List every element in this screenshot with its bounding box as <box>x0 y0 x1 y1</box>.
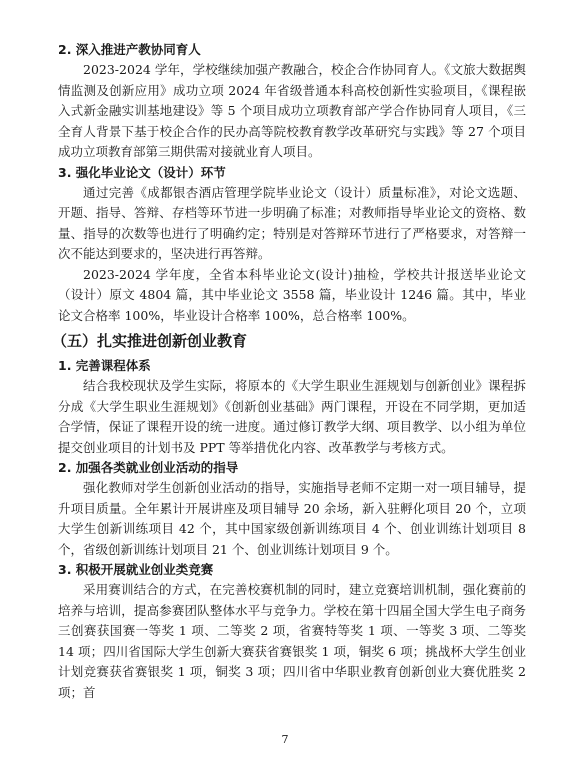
page-number: 7 <box>281 733 289 746</box>
paragraph-curriculum: 结合我校现状及学生实际，将原本的《大学生职业生涯规划与创新创业》课程拆分成《大学生职业生涯规划》《创新创业基础》两门课程，开设在不同学期，更加适合学情，保证了课程开设的统一进度。通过修订教学大纲、项目教学、以小组为单位提交创业项目的计划书及 PPT 等举措优化内容、改革教学与考核方式。 <box>58 378 526 455</box>
paragraph-industry-education: 2023-2024 学年，学校继续加强产教融合，校企合作协同育人。《文旅大数据舆情监测及创新应用》成功立项 2024 年省级普通本科高校创新性实验项目，《课程嵌入式新金融实训基地建设》等 5 个项目成功立项教育部产学合作协同育人项目，《三全育人背景下基于校企合作的民办高等院校教育教学改革研究与实践》等 27 个项目成功立项教育部第三期供需对接就业育人项目。 <box>58 62 526 159</box>
paragraph-guidance: 强化教师对学生创新创业活动的指导，实施指导老师不定期一对一项目辅导，提升项目质量。全年累计开展讲座及项目辅导 20 余场，新入驻孵化项目 20 个，立项大学生创新训练项目 42 个，其中国家级创新训练项目 4 个、创业训练计划项目 8 个，省级创新训练计划项目 21 个、创业训练计划项目 9 个。 <box>58 480 526 557</box>
paragraph-thesis-standards: 通过完善《成都银杏酒店管理学院毕业论文（设计）质量标准》，对论文选题、开题、指导、答辩、存档等环节进一步明确了标准；对教师指导毕业论文的资格、数量、指导的次数等也进行了明确约定；特别是对答辩环节进行了严格要求，对答辩一次不能达到要求的，坚决进行再答辩。 <box>58 184 526 261</box>
section-heading-competitions: 3. 积极开展就业创业类竞赛 <box>58 562 214 577</box>
section-heading-curriculum: 1. 完善课程体系 <box>58 358 151 373</box>
section-heading-thesis: 3. 强化毕业论文（设计）环节 <box>58 164 226 180</box>
section-heading-industry-education: 2. 深入推进产教协同育人 <box>58 42 201 57</box>
section-heading-guidance: 2. 加强各类就业创业活动的指导 <box>58 460 239 475</box>
paragraph-thesis-inspection: 2023-2024 学年度，全省本科毕业论文(设计)抽检，学校共计报送毕业论文（设计）原文 4804 篇，其中毕业论文 3558 篇，毕业设计 1246 篇。其中，毕业论文合格率 100%，毕业设计合格率 100%，总合格率 100%。 <box>58 266 526 323</box>
paragraph-competitions: 采用赛训结合的方式，在完善校赛机制的同时，建立竞赛培训机制，强化赛前的培养与培训，提高参赛团队整体水平与竞争力。学校在第十四届全国大学生电子商务三创赛获国赛一等奖 1 项、二等奖 2 项，省赛特等奖 1 项、一等奖 3 项、二等奖 14 项；四川省国际大学生创新大赛获省赛银奖 1 项，铜奖 6 项；挑战杯大学生创业计划竞赛获省赛银奖 1 项，铜奖 3 项；四川省中华职业教育创新创业大赛优胜奖 2 项；首 <box>58 582 526 700</box>
chapter-heading-innovation: （五）扎实推进创新创业教育 <box>52 332 248 350</box>
